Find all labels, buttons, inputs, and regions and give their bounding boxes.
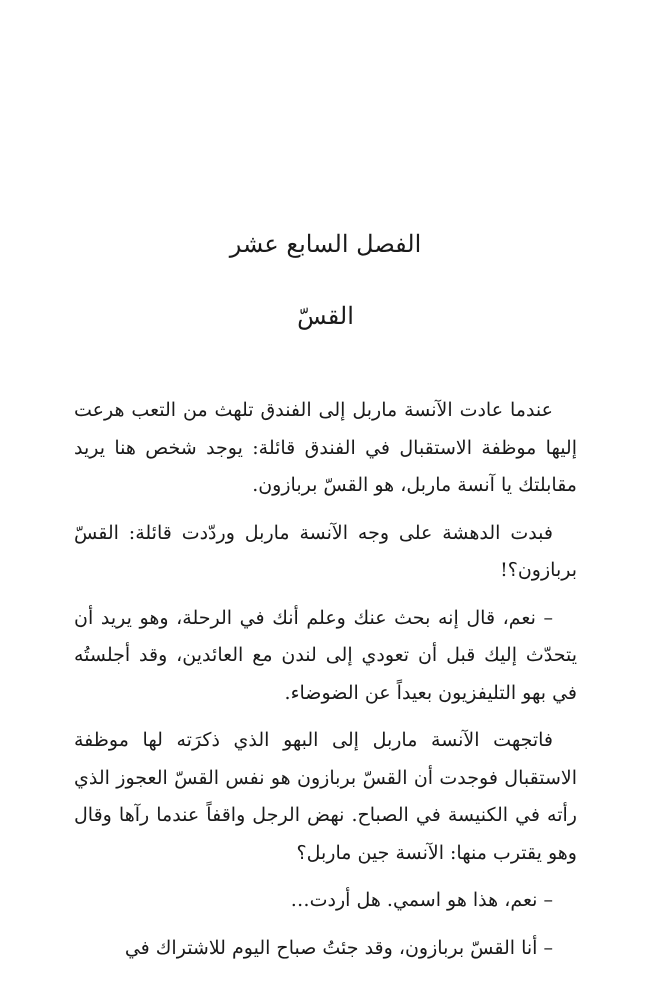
paragraph: عندما عادت الآنسة ماربل إلى الفندق تلهث من التعب هرعت إليها موظفة الاستقبال في الفندق قائلة: يوجد شخص هنا يريد مقابلتك يا آنسة ماربل، هو القسّ بربازون. xyxy=(74,399,577,496)
chapter-title: الفصل السابع عشر xyxy=(229,230,422,259)
paragraph: – أنا القسّ بربازون، وقد جئتُ صباح اليوم للاشتراك في xyxy=(124,936,553,959)
chapter-subtitle: القسّ xyxy=(297,301,354,330)
paragraph: – نعم، قال إنه بحث عنك وعلم أنك في الرحلة، وهو يريد أن يتحدّث إليك قبل أن تعودي إلى لندن مع العائدين، وقد أجلستُه في بهو التليفزيون بعيداً عن الضوضاء. xyxy=(74,606,577,704)
chapter-body xyxy=(74,392,577,977)
paragraph: فاتجهت الآنسة ماربل إلى البهو الذي ذكرَته لها موظفة الاستقبال فوجدت أن القسّ بربازون هو نفس القسّ العجوز الذي رأته في الكنيسة في الصباح. نهض الرجل واقفاً عندما رآها وقال وهو يقترب منها: الآنسة جين ماربل؟ xyxy=(74,729,577,864)
paragraph: فبدت الدهشة على وجه الآنسة ماربل وردّدت قائلة: القسّ بربازون؟! xyxy=(74,521,577,581)
paragraph: – نعم، هذا هو اسمي. هل أردت… xyxy=(290,889,553,911)
